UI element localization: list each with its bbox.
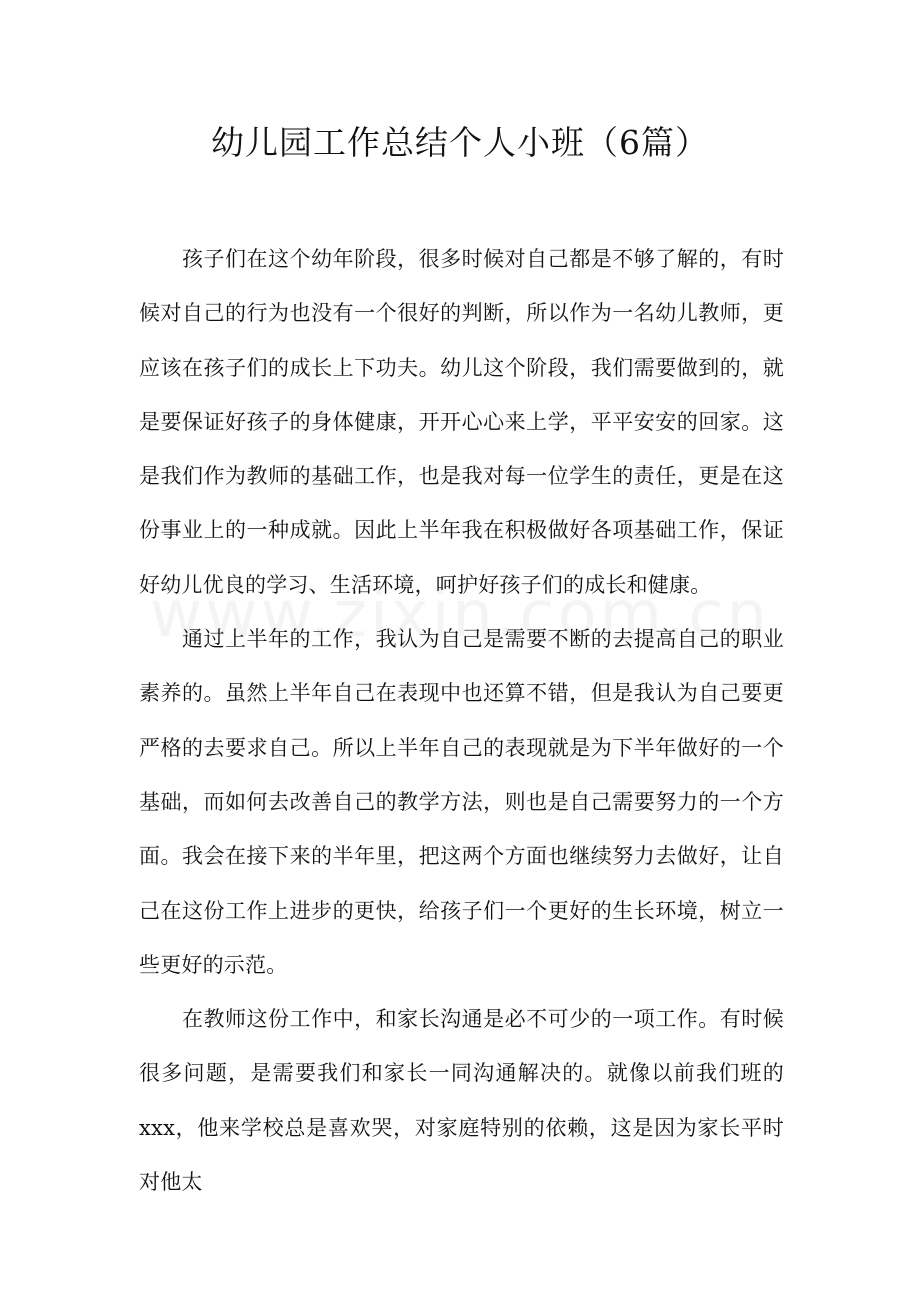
- paragraph-2: 通过上半年的工作，我认为自己是需要不断的去提高自己的职业素养的。虽然上半年自己在表现中也还算不错，但是我认为自己要更严格的去要求自己。所以上半年自己的表现就是为下半年做好的一个基础，而如何去改善自己的教学方法，则也是自己需要努力的一个方面。我会在接下来的半年里，把这两个方面也继续努力去做好，让自己在这份工作上进步的更快，给孩子们一个更好的生长环境，树立一些更好的示范。: [139, 627, 784, 977]
- document-body: [139, 232, 784, 1209]
- paragraph-1: 孩子们在这个幼年阶段，很多时候对自己都是不够了解的，有时候对自己的行为也没有一个很好的判断，所以作为一名幼儿教师，更应该在孩子们的成长上下功夫。幼儿这个阶段，我们需要做到的，就是要保证好孩子的身体健康，开开心心来上学，平平安安的回家。这是我们作为教师的基础工作，也是我对每一位学生的责任，更是在这份事业上的一种成就。因此上半年我在积极做好各项基础工作，保证好幼儿优良的学习、生活环境，呵护好孩子们的成长和健康。: [139, 247, 784, 597]
- paragraph-3: 在教师这份工作中，和家长沟通是必不可少的一项工作。有时候很多问题，是需要我们和家长一同沟通解决的。就像以前我们班的xxx，他来学校总是喜欢哭，对家庭特别的依赖，这是因为家长平时对他太: [139, 1007, 784, 1195]
- document-title: 幼儿园工作总结个人小班（6篇）: [211, 123, 709, 162]
